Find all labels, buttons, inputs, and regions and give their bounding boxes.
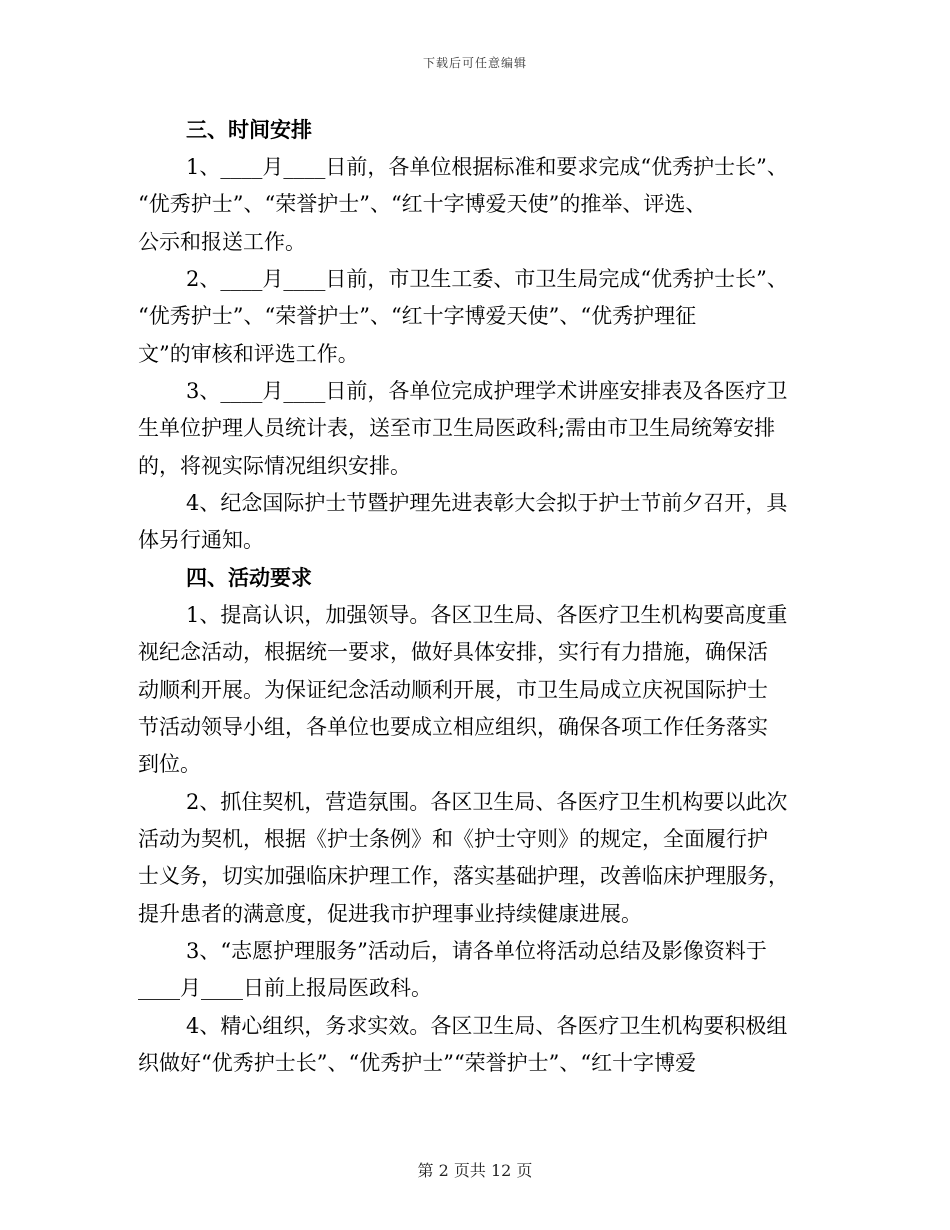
paragraph-line: 3、____月____日前，各单位完成护理学术讲座安排表及各医疗卫 [186, 379, 788, 403]
page-header: 下载后可任意编辑 [422, 56, 527, 70]
paragraph-line: 士义务，切实加强临床护理工作，落实基础护理，改善临床护理服务， [138, 864, 789, 888]
paragraph-line: ____月____日前上报局医政科。 [138, 976, 432, 1000]
page-footer: 第 2 页共 12 页 [417, 1161, 533, 1180]
paragraph-line: 动顺利开展。为保证纪念活动顺利开展，市卫生局成立庆祝国际护士 [138, 678, 768, 702]
paragraph-line: 到位。 [138, 752, 201, 776]
paragraph-line: 4、精心组织，务求实效。各区卫生局、各医疗卫生机构要积极组 [186, 1014, 788, 1038]
paragraph-line: 节活动领导小组，各单位也要成立相应组织，确保各项工作任务落实 [138, 715, 768, 739]
paragraph-line: “优秀护士”、“荣誉护士”、“红十字博爱天使”的推举、评选、 [138, 192, 707, 216]
section-heading-requirements: 四、活动要求 [186, 565, 312, 590]
paragraph-line: “优秀护士”、“荣誉护士”、“红十字博爱天使”、“优秀护理征 [138, 304, 697, 328]
section-heading-schedule: 三、时间安排 [186, 117, 312, 142]
paragraph-line: 公示和报送工作。 [138, 230, 306, 254]
paragraph-line: 体另行通知。 [138, 528, 264, 552]
paragraph-line: 活动为契机，根据《护士条例》和《护士守则》的规定，全面履行护 [138, 827, 768, 851]
paragraph-line: 2、抓住契机，营造氛围。各区卫生局、各医疗卫生机构要以此次 [186, 790, 788, 814]
paragraph-line: 2、____月____日前，市卫生工委、市卫生局完成“优秀护士长”、 [186, 267, 788, 291]
paragraph-line: 提升患者的满意度，促进我市护理事业持续健康进展。 [138, 902, 642, 926]
paragraph-line: 生单位护理人员统计表，送至市卫生局医政科;需由市卫生局统筹安排 [138, 416, 776, 440]
paragraph-line: 4、纪念国际护士节暨护理先进表彰大会拟于护士节前夕召开，具 [186, 491, 788, 515]
paragraph-line: 1、提高认识，加强领导。各区卫生局、各医疗卫生机构要高度重 [186, 603, 788, 627]
paragraph-line: 1、____月____日前，各单位根据标准和要求完成“优秀护士长”、 [186, 155, 788, 179]
paragraph-line: 文”的审核和评选工作。 [138, 342, 359, 366]
paragraph-line: 织做好“优秀护士长”、“优秀护士”“荣誉护士”、“红十字博爱 [138, 1051, 697, 1075]
paragraph-line: 视纪念活动，根据统一要求，做好具体安排，实行有力措施，确保活 [138, 640, 768, 664]
paragraph-line: 的，将视实际情况组织安排。 [138, 454, 411, 478]
paragraph-line: 3、“志愿护理服务”活动后，请各单位将活动总结及影像资料于 [186, 939, 767, 963]
